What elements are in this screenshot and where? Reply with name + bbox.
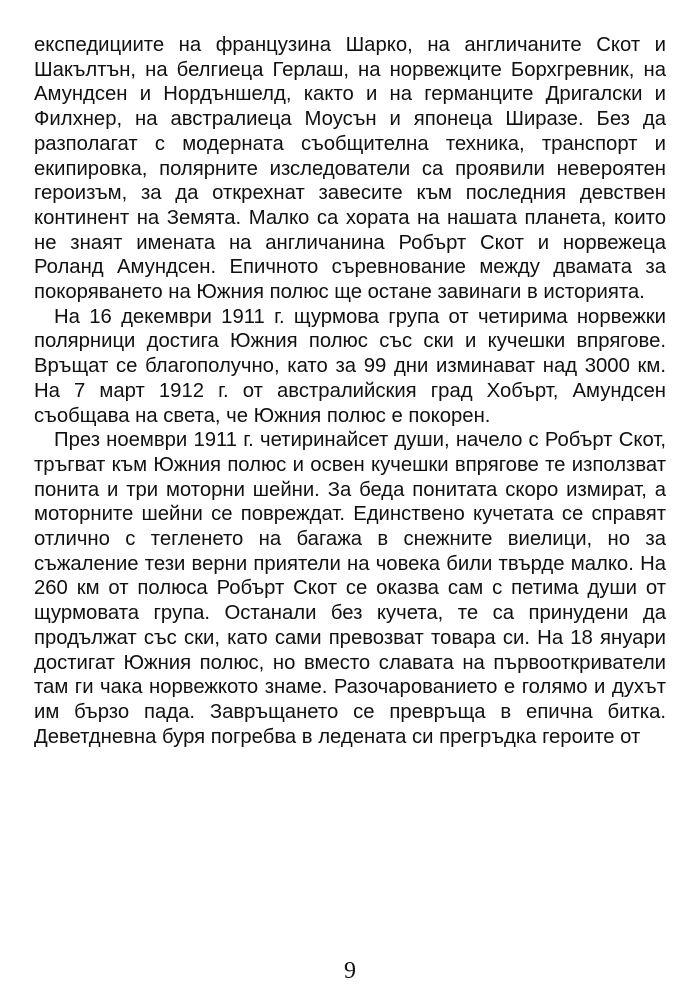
- paragraph-scott: През ноември 1911 г. четиринайсет души, начело с Робърт Скот, тръгват към Южния полюс и освен кучешки впрягове те използват понита и три моторни шейни. За беда понитата скоро измират, а моторните шейни се повреждат. Единствено кучетата се справят отлично с тегленето на багажа в снежните виелици, но за съжаление тези верни приятели на човека били твърде малко. На 260 км от полюса Робърт Скот се оказва сам с петима души от щурмовата група. Останали без кучета, те са принудени да продължат със ски, като сами превозват товара си. На 18 януари достигат Южния полюс, но вместо славата на първооткриватели там ги чака норвежкото знаме. Разочарованието е голямо и духът им бързо пада. Завръщането се превръща в епична битка. Деветдневна буря погребва в ледената си прегръдка героите от: [34, 429, 666, 748]
- page-body: [34, 33, 666, 749]
- paragraph-amundsen: На 16 декември 1911 г. щурмова група от четирима норвежки полярници достига Южния полюс със ски и кучешки впрягове. Връщат се благополучно, като за 99 дни изминават над 3000 км. На 7 март 1912 г. от австралийския град Хобърт, Амундсен съобщава на света, че Южния полюс е покорен.: [34, 305, 666, 427]
- paragraph-continuation: експедициите на французина Шарко, на англичаните Скот и Шакълтън, на белгиеца Герлаш, на норвежците Борхгревник, на Амундсен и Нордъншелд, както и на германците Дригалски и Филхнер, на австралиеца Моусън и японеца Ширазе. Без да разполагат с модерната съобщителна техника, транспорт и екипировка, полярните изследователи са проявили невероятен героизъм, за да открехнат завесите към последния девствен континент на Земята. Малко са хората на нашата планета, които не знаят имената на англичанина Робърт Скот и норвежеца Роланд Амундсен. Епичното съревнование между двамата за покоряването на Южния полюс ще остане завинаги в историята.: [34, 34, 666, 304]
- page-number: 9: [344, 958, 356, 984]
